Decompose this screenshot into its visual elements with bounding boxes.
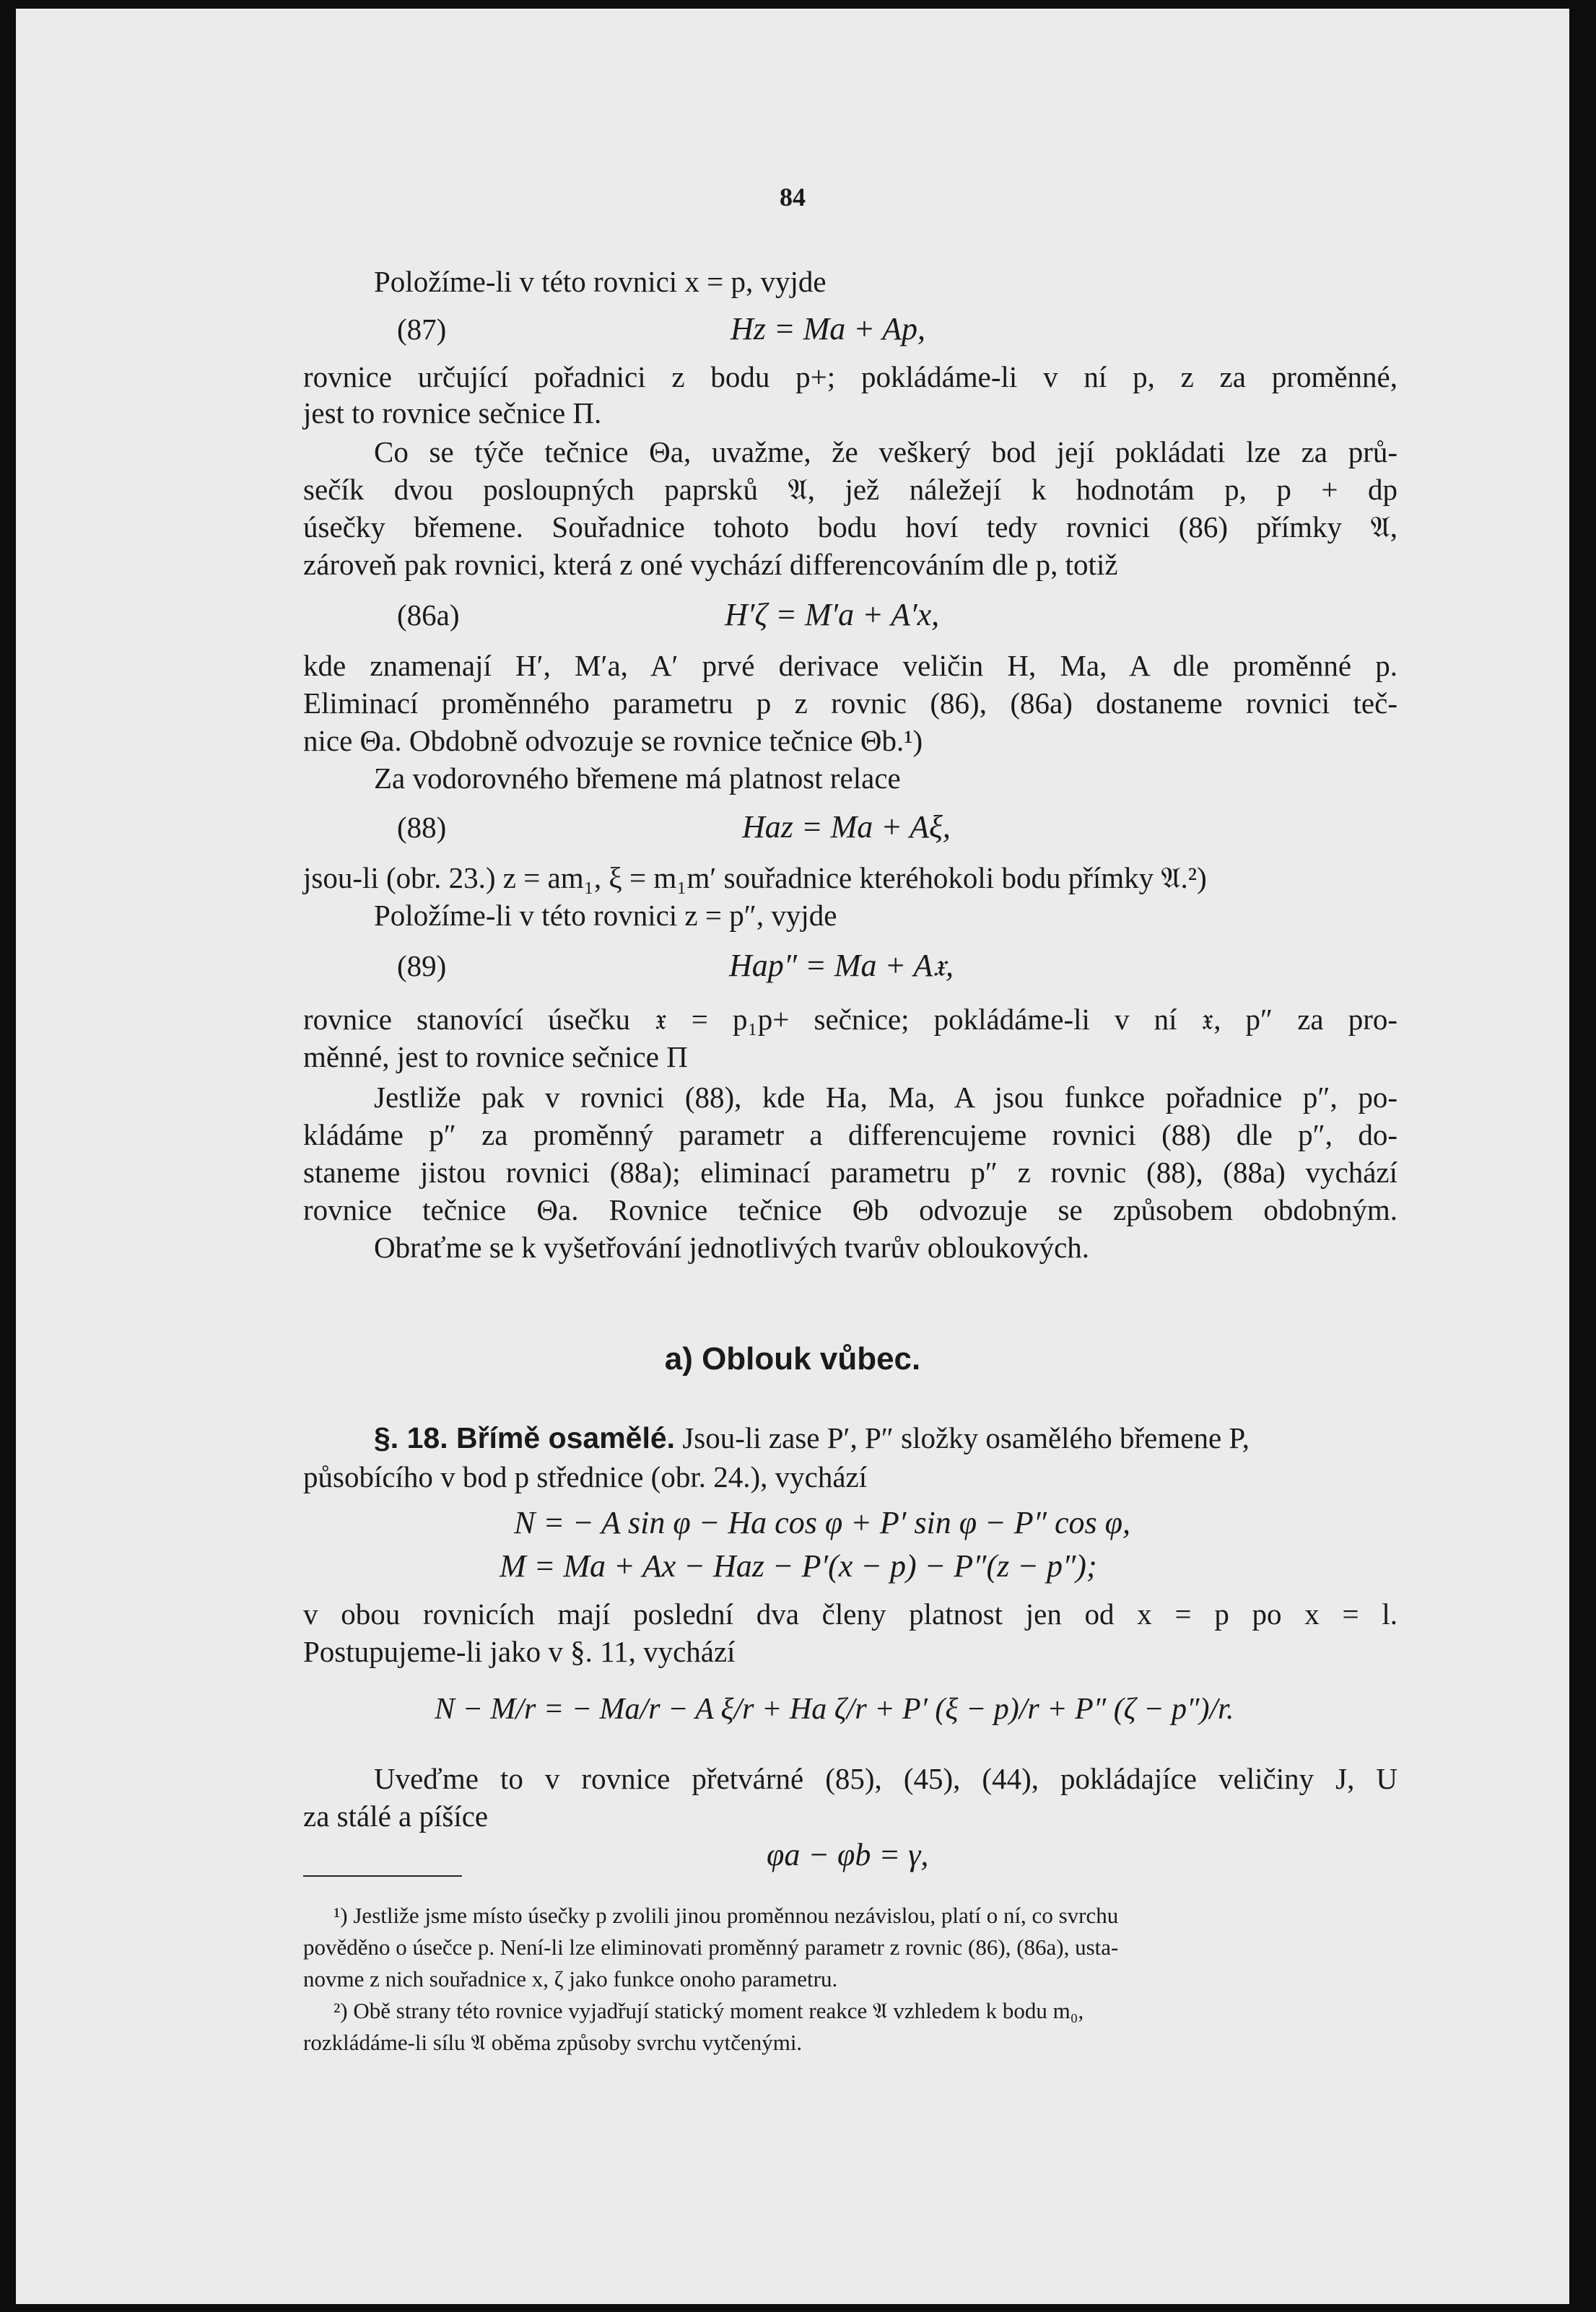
footnote-line: novme z nich souřadnice x, ζ jako funkce onoho parametru. — [303, 1966, 838, 1992]
equation: Haz = Ma + Aξ, — [742, 809, 951, 845]
equation-number: (89) — [397, 949, 447, 982]
footnote-line: ²) Obě strany této rovnice vyjadřují statický moment reakce 𝔄 vzhledem k bodu m₀, — [333, 1998, 1084, 2023]
text-line: za stálé a píšíce — [303, 1800, 489, 1833]
text-line: jsou-li (obr. 23.) z = am₁, ξ = m₁m′ souřadnice kteréhokoli bodu přímky 𝔄.²) — [303, 861, 1207, 894]
equation: N − M/r = − Ma/r − A ξ/r + Ha ζ/r + P′ (ξ − p)/r + P″ (ζ − p″)/r. — [435, 1693, 1234, 1726]
equation: H′ζ = M′a + A′x, — [725, 597, 940, 632]
text-line: kládáme p″ za proměnný parametr a differencujeme rovnici (88) dle p″, do- — [303, 1118, 1397, 1151]
text-line: v obou rovnicích mají poslední dva členy platnost jen od x = p po x = l. — [303, 1597, 1397, 1631]
text-line: sečík dvou posloupných paprsků 𝔄, jež náležejí k hodnotám p, p + dp — [303, 473, 1397, 506]
equation: φa − φb = γ, — [767, 1837, 929, 1872]
section-paragraph-start — [374, 1419, 1397, 1457]
text-line: Jsou-li zase P′, P″ složky osamělého břemene P, — [682, 1421, 1250, 1454]
equation: Hap″ = Ma + A𝔵, — [729, 948, 954, 983]
page-number: 84 — [780, 183, 806, 211]
footnote-line: ¹) Jestliže jsme místo úsečky p zvolili jinou proměnnou nezávislou, platí o ní, co svrchu — [333, 1903, 1119, 1928]
text-line: zároveň pak rovnici, která z oné vychází differencováním dle p, totiž — [303, 548, 1118, 581]
text-line: rovnice stanovící úsečku 𝔵 = p₁p+ sečnice; pokládáme-li v ní 𝔵, p″ za pro- — [303, 1003, 1397, 1036]
text-line: Obraťme se k vyšetřování jednotlivých tvarův obloukových. — [374, 1231, 1090, 1264]
equation: Hz = Ma + Ap, — [731, 311, 926, 346]
equation: M = Ma + Ax − Haz − P′(x − p) − P″(z − p″); — [500, 1548, 1097, 1584]
text-line: působícího v bod p střednice (obr. 24.), vychází — [303, 1460, 868, 1493]
text-line: Postupujeme-li jako v §. 11, vychází — [303, 1635, 736, 1668]
text-line: nice Θa. Obdobně odvozuje se rovnice tečnice Θb.¹) — [303, 724, 923, 757]
equation-number: (88) — [397, 811, 447, 844]
text-line: kde znamenají H′, M′a, A′ prvé derivace veličin H, Ma, A dle proměnné p. — [303, 649, 1397, 682]
text-line: Uveďme to v rovnice přetvárné (85), (45), (44), pokládajíce veličiny J, U — [374, 1762, 1397, 1795]
text-line: staneme jistou rovnici (88a); eliminací parametru p″ z rovnic (88), (88a) vychází — [303, 1156, 1397, 1189]
book-page — [16, 9, 1569, 2304]
equation: N = − A sin φ − Ha cos φ + P′ sin φ − P″ cos φ, — [514, 1505, 1130, 1540]
text-line: Co se týče tečnice Θa, uvažme, že veškerý bod její pokládati lze za prů- — [374, 435, 1397, 468]
footnote-rule — [303, 1875, 462, 1877]
text-line: Položíme-li v této rovnici z = p″, vyjde — [374, 899, 837, 932]
text-line: Položíme-li v této rovnici x = p, vyjde — [374, 265, 827, 298]
text-line: rovnice určující pořadnici z bodu p+; pokládáme-li v ní p, z za proměnné, — [303, 360, 1397, 393]
text-line: Za vodorovného břemene má platnost relace — [374, 762, 901, 795]
footnote-line: rozkládáme-li sílu 𝔄 oběma způsoby svrchu vytčenými. — [303, 2030, 803, 2055]
text-line: Eliminací proměnného parametru p z rovnic (86), (86a) dostaneme rovnici teč- — [303, 686, 1397, 720]
footnote-line: pověděno o úsečce p. Není-li lze eliminovati proměnný parametr z rovnic (86), (86a), usta- — [303, 1934, 1119, 1960]
text-line: jest to rovnice sečnice Π. — [303, 396, 602, 429]
text-line: úsečky břemene. Souřadnice tohoto bodu hoví tedy rovnici (86) přímky 𝔄, — [303, 510, 1397, 544]
text-line: měnné, jest to rovnice sečnice Π — [303, 1040, 688, 1073]
section-heading: §. 18. Břímě osamělé. — [374, 1421, 676, 1454]
equation-number: (86a) — [397, 598, 460, 632]
subsection-heading: a) Oblouk vůbec. — [664, 1341, 921, 1377]
text-line: rovnice tečnice Θa. Rovnice tečnice Θb odvozuje se způsobem obdobným. — [303, 1193, 1397, 1226]
text-line: Jestliže pak v rovnici (88), kde Ha, Ma, A jsou funkce pořadnice p″, po- — [374, 1081, 1397, 1114]
equation-number: (87) — [397, 313, 447, 346]
